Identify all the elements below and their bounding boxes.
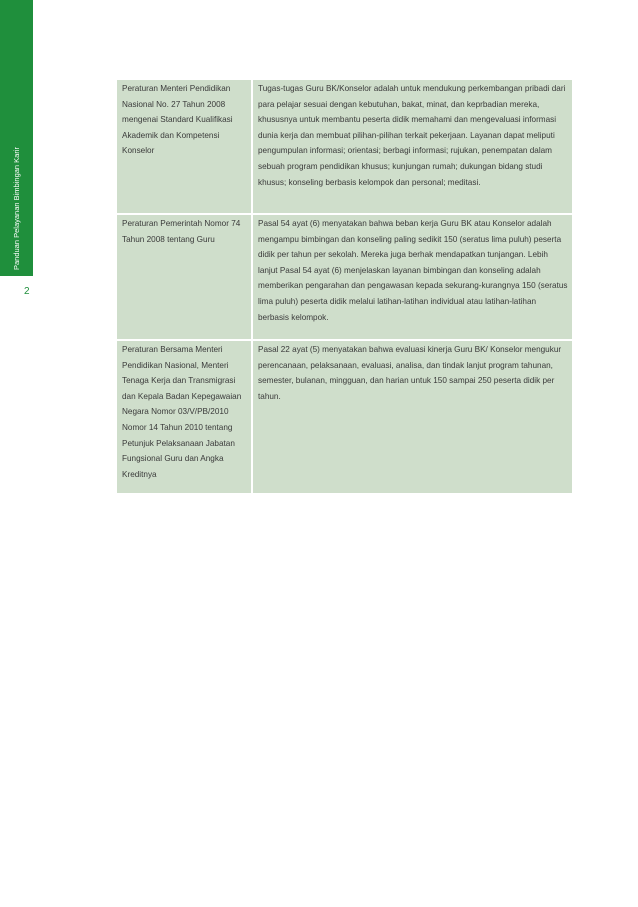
table-row xyxy=(117,215,572,341)
regulation-table xyxy=(117,80,572,493)
regulation-cell: Peraturan Bersama Menteri Pendidikan Nasional, Menteri Tenaga Kerja dan Transmigrasi dan Kepala Badan Kepegawaian Negara Nomor 03/V/PB/2010 Nomor 14 Tahun 2010 tentang Petunjuk Pelaksanaan Jabatan Fungsional Guru dan Angka Kreditnya xyxy=(117,341,253,493)
regulation-cell: Peraturan Menteri Pendidikan Nasional No. 27 Tahun 2008 mengenai Standard Kualifikasi Akademik dan Kompetensi Konselor xyxy=(117,80,253,213)
table-row xyxy=(117,341,572,493)
table-row xyxy=(117,80,572,215)
description-cell: Pasal 22 ayat (5) menyatakan bahwa evaluasi kinerja Guru BK/ Konselor mengukur perencanaan, pelaksanaan, evaluasi, analisa, dan tindak lanjut program tahunan, semester, bulanan, mingguan, dan harian untuk 150 sampai 250 peserta didik per tahun. xyxy=(258,345,562,401)
description-cell: Pasal 54 ayat (6) menyatakan bahwa beban kerja Guru BK atau Konselor adalah mengampu bimbingan dan konseling paling sedikit 150 (seratus lima puluh) peserta didik per tahun per sekolah. Mereka juga berhak mendapatkan tunjangan. Lebih lanjut Pasal 54 ayat (6) menjelaskan layanan bimbingan dan konseling adalah memberikan pengarahan dan pengawasan kepada sekurang-kurangnya 150 (seratus lima puluh) peserta didik melalui latihan-latihan individual atau latihan-latihan berbasis kelompok. xyxy=(258,219,568,322)
description-cell: Tugas-tugas Guru BK/Konselor adalah untuk mendukung perkembangan pribadi dari para pelajar sesuai dengan kebutuhan, bakat, minat, dan keprbadian mereka, khususnya untuk membantu peserta didik memahami dan mengevaluasi informasi dunia kerja dan membuat pilihan-pilihan terkait pekerjaan. Layanan dapat meliputi pengumpulan informasi; orientasi; berbagi informasi; rujukan, penempatan dalam sebuah program pendidikan khusus; kunjungan rumah; dukungan bidang studi khusus; konseling berbasis kelompok dan personal; meditasi. xyxy=(258,84,566,187)
regulation-cell: Peraturan Pemerintah Nomor 74 Tahun 2008 tentang Guru xyxy=(117,215,253,339)
page-number: 2 xyxy=(24,286,30,297)
side-band xyxy=(0,0,33,276)
running-title: Panduan Pelayanan Bimbingan Karir xyxy=(12,147,21,270)
